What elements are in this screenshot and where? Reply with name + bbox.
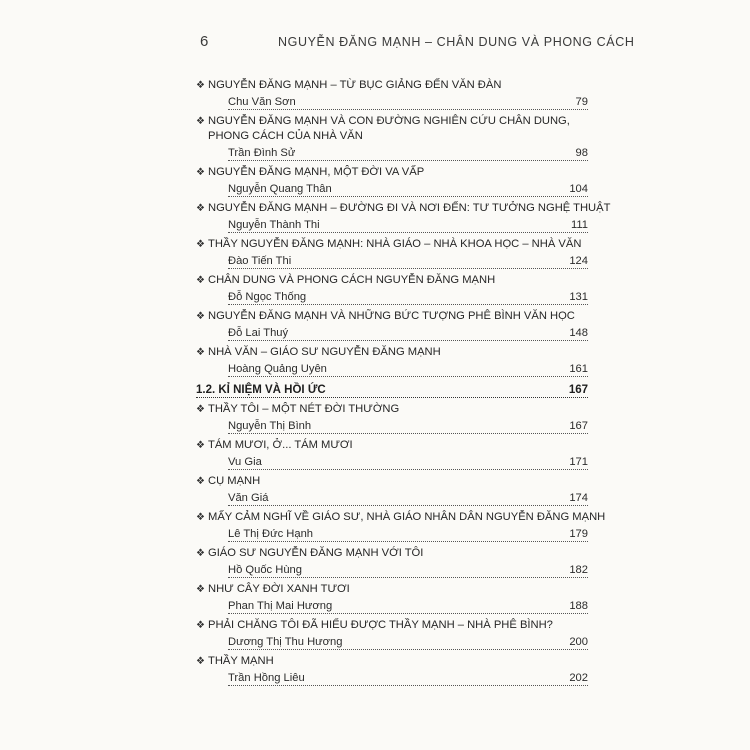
toc-entry[interactable]: [196, 402, 588, 434]
diamond-bullet-icon: ❖: [196, 440, 205, 451]
entry-page-number: 171: [566, 456, 588, 468]
entry-title-text: PHẢI CHĂNG TÔI ĐÃ HIỂU ĐƯỢC THẦY MẠNH – NHÀ PHÊ BÌNH?: [208, 619, 553, 631]
toc-entry[interactable]: [196, 474, 588, 506]
entry-page-number: 148: [566, 327, 588, 339]
entry-title: [196, 546, 588, 561]
entry-title-text: MẤY CẢM NGHĨ VỀ GIÁO SƯ, NHÀ GIÁO NHÂN DÂN NGUYỄN ĐĂNG MẠNH: [208, 511, 606, 523]
entry-author: Dương Thị Thu Hương: [228, 636, 345, 648]
author-leader-row: [228, 288, 588, 305]
author-leader-row: [228, 561, 588, 578]
diamond-bullet-icon: ❖: [196, 275, 205, 286]
entry-author: Trần Đình Sử: [228, 147, 298, 159]
entry-author: Văn Giá: [228, 492, 271, 504]
entry-author: Nguyễn Thành Thi: [228, 219, 323, 231]
toc-entry[interactable]: [196, 114, 588, 161]
entry-title: [196, 78, 588, 93]
entry-title-text: TÁM MƯƠI, Ở... TÁM MƯƠI: [208, 439, 353, 451]
toc-entry[interactable]: [196, 546, 588, 578]
toc-group-1: [196, 78, 611, 377]
diamond-bullet-icon: ❖: [196, 203, 205, 214]
toc-entry[interactable]: [196, 582, 588, 614]
section-heading[interactable]: [196, 381, 588, 398]
entry-title: [196, 654, 588, 669]
diamond-bullet-icon: ❖: [196, 656, 205, 667]
diamond-bullet-icon: ❖: [196, 239, 205, 250]
toc-entry[interactable]: [196, 309, 588, 341]
entry-title-text: NGUYỄN ĐĂNG MẠNH VÀ CON ĐƯỜNG NGHIÊN CỨU CHÂN DUNG, PHONG CÁCH CỦA NHÀ VĂN: [208, 115, 570, 142]
toc-entry[interactable]: [196, 201, 611, 233]
entry-author: Nguyễn Quang Thân: [228, 183, 335, 195]
entry-author: Hoàng Quảng Uyên: [228, 363, 330, 375]
entry-title: [196, 510, 606, 525]
entry-title: [196, 114, 588, 144]
entry-title: [196, 474, 588, 489]
author-leader-row: [228, 252, 588, 269]
diamond-bullet-icon: ❖: [196, 404, 205, 415]
diamond-bullet-icon: ❖: [196, 116, 205, 127]
diamond-bullet-icon: ❖: [196, 548, 205, 559]
entry-title-text: THẦY TÔI – MỘT NÉT ĐỜI THƯỜNG: [208, 403, 400, 415]
entry-author: Đỗ Lai Thuý: [228, 327, 291, 339]
toc-entry[interactable]: [196, 273, 588, 305]
toc-entry[interactable]: [196, 438, 588, 470]
entry-page-number: 182: [566, 564, 588, 576]
entry-page-number: 111: [568, 219, 588, 231]
entry-title: [196, 273, 588, 288]
entry-title-text: NHƯ CÂY ĐỜI XANH TƯƠI: [208, 583, 350, 595]
entry-title-text: CHÂN DUNG VÀ PHONG CÁCH NGUYỄN ĐĂNG MẠNH: [208, 274, 496, 286]
diamond-bullet-icon: ❖: [196, 584, 205, 595]
author-leader-row: [228, 489, 588, 506]
toc-entry[interactable]: [196, 78, 588, 110]
author-leader-row: [228, 669, 588, 686]
entry-title-text: NGUYỄN ĐĂNG MẠNH VÀ NHỮNG BỨC TƯỢNG PHÊ BÌNH VĂN HỌC: [208, 310, 575, 322]
entry-page-number: 124: [566, 255, 588, 267]
table-of-contents: [196, 78, 611, 690]
diamond-bullet-icon: ❖: [196, 167, 205, 178]
entry-title-text: NHÀ VĂN – GIÁO SƯ NGUYỄN ĐĂNG MẠNH: [208, 346, 441, 358]
entry-author: Phan Thị Mai Hương: [228, 600, 335, 612]
toc-entry[interactable]: [196, 345, 588, 377]
entry-author: Vu Gia: [228, 456, 265, 468]
author-leader-row: [228, 93, 588, 110]
entry-author: Lê Thị Đức Hạnh: [228, 528, 316, 540]
diamond-bullet-icon: ❖: [196, 476, 205, 487]
entry-page-number: 179: [566, 528, 588, 540]
toc-entry[interactable]: [196, 237, 588, 269]
entry-title: [196, 582, 588, 597]
entry-title-text: CỤ MẠNH: [208, 475, 261, 487]
entry-title: [196, 618, 588, 633]
page-header: [200, 33, 635, 57]
toc-entry[interactable]: [196, 618, 588, 650]
author-leader-row: [228, 525, 588, 542]
toc-group-2: [196, 402, 606, 686]
entry-author: Nguyễn Thị Bình: [228, 420, 314, 432]
author-leader-row: [228, 633, 588, 650]
author-leader-row: [228, 597, 588, 614]
author-leader-row: [228, 453, 588, 470]
diamond-bullet-icon: ❖: [196, 80, 205, 91]
author-leader-row: [228, 324, 588, 341]
author-leader-row: [228, 144, 588, 161]
entry-author: Đào Tiến Thi: [228, 255, 294, 267]
toc-entry[interactable]: [196, 654, 588, 686]
entry-title-text: NGUYỄN ĐĂNG MẠNH – ĐƯỜNG ĐI VÀ NƠI ĐẾN: TƯ TƯỞNG NGHỆ THUẬT: [208, 202, 611, 214]
entry-title: [196, 165, 588, 180]
entry-page-number: 161: [566, 363, 588, 375]
diamond-bullet-icon: ❖: [196, 347, 205, 358]
entry-page-number: 174: [566, 492, 588, 504]
entry-author: Trần Hồng Liêu: [228, 672, 308, 684]
entry-title-text: NGUYỄN ĐĂNG MẠNH – TỪ BỤC GIẢNG ĐẾN VĂN ĐÀN: [208, 79, 502, 91]
section-page-number: 167: [566, 384, 588, 396]
diamond-bullet-icon: ❖: [196, 311, 205, 322]
entry-title-text: NGUYỄN ĐĂNG MẠNH, MỘT ĐỜI VA VẤP: [208, 166, 425, 178]
entry-title-text: THẦY NGUYỄN ĐĂNG MẠNH: NHÀ GIÁO – NHÀ KHOA HỌC – NHÀ VĂN: [208, 238, 582, 250]
entry-title: [196, 237, 588, 252]
entry-page-number: 202: [566, 672, 588, 684]
author-leader-row: [228, 360, 588, 377]
entry-title-text: GIÁO SƯ NGUYỄN ĐĂNG MẠNH VỚI TÔI: [208, 547, 424, 559]
toc-entry[interactable]: [196, 510, 606, 542]
page-number: 6: [200, 33, 209, 50]
diamond-bullet-icon: ❖: [196, 512, 205, 523]
author-leader-row: [228, 180, 588, 197]
entry-author: Chu Văn Sơn: [228, 96, 299, 108]
author-leader-row: [228, 216, 588, 233]
entry-page-number: 104: [566, 183, 588, 195]
section-label: 1.2. KỈ NIỆM VÀ HỒI ỨC: [196, 384, 329, 396]
entry-title: [196, 438, 588, 453]
entry-author: Hồ Quốc Hùng: [228, 564, 305, 576]
entry-page-number: 98: [573, 147, 588, 159]
entry-page-number: 79: [573, 96, 588, 108]
toc-entry[interactable]: [196, 165, 588, 197]
diamond-bullet-icon: ❖: [196, 620, 205, 631]
entry-page-number: 200: [566, 636, 588, 648]
entry-title: [196, 345, 588, 360]
author-leader-row: [228, 417, 588, 434]
entry-page-number: 131: [566, 291, 588, 303]
entry-title-text: THẦY MẠNH: [208, 655, 274, 667]
entry-page-number: 188: [566, 600, 588, 612]
entry-title: [196, 402, 588, 417]
entry-title: [196, 201, 611, 216]
entry-page-number: 167: [566, 420, 588, 432]
entry-author: Đỗ Ngọc Thống: [228, 291, 309, 303]
entry-title: [196, 309, 588, 324]
running-title: NGUYỄN ĐĂNG MẠNH – CHÂN DUNG VÀ PHONG CÁCH: [278, 35, 635, 49]
